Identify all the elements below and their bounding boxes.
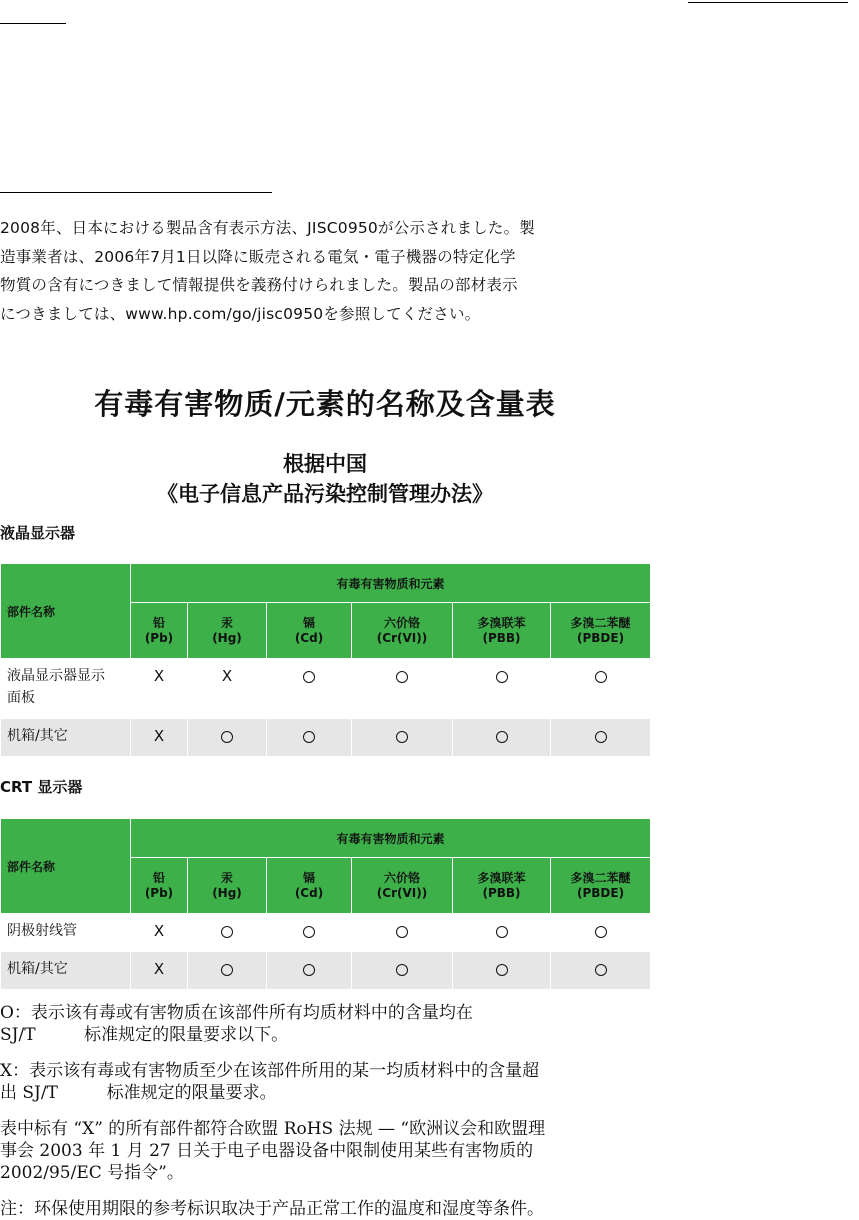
subtitle-line-1: 根据中国 [283, 452, 367, 476]
element-header-pbde: 多溴二苯醚 (PBDE) [551, 858, 651, 914]
circle-mark-icon [303, 926, 315, 938]
element-header-cr6: 六价铬 (Cr(VI)) [352, 858, 453, 914]
circle-mark-icon [595, 926, 607, 938]
value-cell [188, 719, 267, 757]
substances-group-header: 有毒有害物质和元素 [131, 564, 651, 603]
value-cell [453, 914, 551, 952]
footnote-rule [0, 192, 272, 193]
value-cell [551, 914, 651, 952]
part-name-header: 部件名称 [1, 564, 131, 659]
crt-section-heading: CRT 显示器 [0, 778, 83, 796]
rohs-note [0, 1118, 660, 1184]
element-header-hg: 汞 (Hg) [188, 858, 267, 914]
note-line: SJ/T 标准规定的限量要求以下。 [0, 1025, 289, 1045]
circle-mark-icon [496, 926, 508, 938]
value-cell [131, 659, 188, 719]
note-line: 表中标有 “X” 的所有部件都符合欧盟 RoHS 法规 — “欧洲议会和欧盟理 [0, 1119, 546, 1139]
part-name-cell: 机箱/其它 [1, 719, 131, 757]
value-cell [131, 952, 188, 990]
circle-mark-icon [221, 731, 233, 743]
x-mark: X [153, 667, 165, 685]
value-cell [188, 914, 267, 952]
x-mark: X [221, 667, 233, 685]
x-mark: X [153, 727, 165, 745]
table-row [1, 914, 651, 952]
o-legend-note [0, 1002, 660, 1046]
substances-group-header: 有毒有害物质和元素 [131, 819, 651, 858]
intro-paragraph [0, 214, 590, 328]
element-header-pbde: 多溴二苯醚 (PBDE) [551, 603, 651, 659]
element-header-cr6: 六价铬 (Cr(VI)) [352, 603, 453, 659]
intro-line: 2008年、日本における製品含有表示方法、JISC0950が公示されました。製 [0, 219, 535, 237]
intro-line: 物質の含有につきまして情報提供を義務付けられました。製品の部材表示 [0, 276, 518, 294]
value-cell [453, 952, 551, 990]
table-row [1, 952, 651, 990]
note-line: O：表示该有毒或有害物质在该部件所有均质材料中的含量均在 [0, 1003, 473, 1023]
part-name-cell: 阴极射线管 [1, 914, 131, 952]
value-cell [131, 719, 188, 757]
circle-mark-icon [303, 671, 315, 683]
crt-substance-table [0, 818, 651, 990]
x-mark: X [153, 922, 165, 940]
top-right-rule [688, 2, 848, 3]
value-cell [267, 659, 352, 719]
circle-mark-icon [595, 964, 607, 976]
circle-mark-icon [595, 731, 607, 743]
element-header-cd: 镉 (Cd) [267, 603, 352, 659]
table-row [1, 719, 651, 757]
element-header-pbb: 多溴联苯 (PBB) [453, 858, 551, 914]
value-cell [188, 952, 267, 990]
circle-mark-icon [396, 926, 408, 938]
lcd-section-heading: 液晶显示器 [0, 524, 76, 542]
circle-mark-icon [303, 964, 315, 976]
element-header-pb: 铅 (Pb) [131, 603, 188, 659]
value-cell [551, 719, 651, 757]
value-cell [267, 719, 352, 757]
value-cell [453, 719, 551, 757]
circle-mark-icon [221, 964, 233, 976]
circle-mark-icon [595, 671, 607, 683]
x-legend-note [0, 1060, 660, 1104]
note-line: 2002/95/EC 号指令”。 [0, 1163, 184, 1183]
value-cell [352, 914, 453, 952]
value-cell [352, 952, 453, 990]
circle-mark-icon [303, 731, 315, 743]
circle-mark-icon [496, 964, 508, 976]
circle-mark-icon [496, 671, 508, 683]
circle-mark-icon [496, 731, 508, 743]
value-cell [267, 952, 352, 990]
circle-mark-icon [396, 964, 408, 976]
circle-mark-icon [221, 926, 233, 938]
table-row [1, 659, 651, 719]
value-cell [352, 719, 453, 757]
value-cell [131, 914, 188, 952]
part-name-cell: 机箱/其它 [1, 952, 131, 990]
element-header-hg: 汞 (Hg) [188, 603, 267, 659]
value-cell [551, 659, 651, 719]
top-left-rule [0, 23, 66, 24]
environment-note [0, 1198, 660, 1220]
value-cell [188, 659, 267, 719]
note-line: 事会 2003 年 1 月 27 日关于电子电器设备中限制使用某些有害物质的 [0, 1141, 534, 1161]
value-cell [453, 659, 551, 719]
note-line: X：表示该有毒或有害物质至少在该部件所用的某一均质材料中的含量超 [0, 1061, 540, 1081]
page-title: 有毒有害物质/元素的名称及含量表 [94, 387, 556, 421]
intro-line: につきましては、www.hp.com/go/jisc0950を参照してください。 [0, 304, 481, 323]
part-name-cell: 液晶显示器显示 面板 [1, 659, 131, 719]
element-header-pbb: 多溴联苯 (PBB) [453, 603, 551, 659]
element-header-pb: 铅 (Pb) [131, 858, 188, 914]
x-mark: X [153, 960, 165, 978]
subtitle-line-2: 《电子信息产品污染控制管理办法》 [157, 482, 493, 506]
value-cell [352, 659, 453, 719]
note-line: 出 SJ/T 标准规定的限量要求。 [0, 1083, 277, 1103]
element-header-cd: 镉 (Cd) [267, 858, 352, 914]
value-cell [551, 952, 651, 990]
circle-mark-icon [396, 671, 408, 683]
note-line: 注：环保使用期限的参考标识取决于产品正常工作的温度和湿度等条件。 [0, 1199, 544, 1219]
part-name-header: 部件名称 [1, 819, 131, 914]
lcd-substance-table [0, 563, 651, 757]
circle-mark-icon [396, 731, 408, 743]
intro-line: 造事業者は、2006年7月1日以降に販売される電気・電子機器の特定化学 [0, 247, 516, 266]
value-cell [267, 914, 352, 952]
